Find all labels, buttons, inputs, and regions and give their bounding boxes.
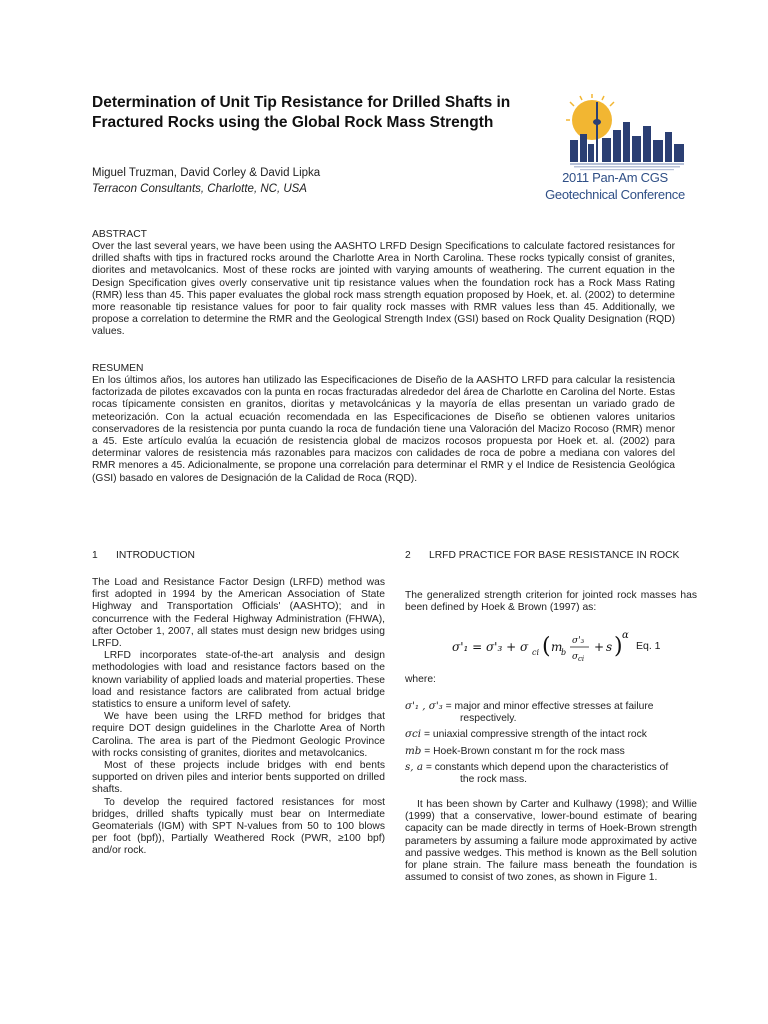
svg-text:ci: ci xyxy=(578,655,585,663)
def-text: = uniaxial compressive strength of the intact rock xyxy=(423,729,647,741)
definition-mb xyxy=(405,745,700,758)
section-2-body xyxy=(405,799,697,884)
svg-text:α: α xyxy=(622,630,629,641)
s1-paragraph: LRFD incorporates state-of-the-art analysis and design methodologies with load and resistance factors based on the known variability of applied loads and material properties. These load and resistance factors are calibrated from actual bridge statistics to ensure a uniform level of safety. xyxy=(92,650,385,711)
logo-text-line2: Geotechnical Conference xyxy=(545,187,685,202)
s1-paragraph: We have been using the LRFD method for bridges that require DOT design guidelines in the Charlotte Area of North Carolina. The area is part of the Piedmont Geologic Province with rocks consisting of granites, diorites and metavolcanics. xyxy=(92,711,385,759)
svg-text:σ'₁ = σ'₃ + σ: σ'₁ = σ'₃ + σ xyxy=(452,640,529,654)
abstract-heading: ABSTRACT xyxy=(92,229,147,240)
def-symbol: σci xyxy=(405,728,422,741)
equation-label: Eq. 1 xyxy=(636,640,661,652)
section-2-title: LRFD PRACTICE FOR BASE RESISTANCE IN ROCK xyxy=(429,550,680,561)
logo-text-line1: 2011 Pan-Am CGS xyxy=(562,170,668,185)
s1-paragraph: Most of these projects include bridges with end bents supported on driven piles and interior bents supported on drilled shafts. xyxy=(92,760,385,796)
definition-sigma-ci xyxy=(405,728,700,741)
s1-paragraph: To develop the required factored resistances for most bridges, drilled shafts typically must bear on Intermediate Geomaterials (IGM) with SPT N-values from 50 to 100 blows per foot (bpf)), Partially Weathered Rock (PWR, ≥100 bpf) and/or rock. xyxy=(92,796,385,857)
definitions-list xyxy=(405,700,700,786)
svg-text:σ: σ xyxy=(572,652,579,662)
section-1-body xyxy=(92,577,385,858)
resumen-heading: RESUMEN xyxy=(92,363,144,374)
section-2-intro-block xyxy=(405,590,697,614)
def-text: = major and minor effective stresses at failure xyxy=(445,701,654,712)
equation-1 xyxy=(452,629,682,667)
section-1-title: INTRODUCTION xyxy=(116,550,195,561)
def-symbol: σ'₁ , σ'₃ xyxy=(405,700,443,712)
affiliation: Terracon Consultants, Charlotte, NC, USA xyxy=(92,183,307,195)
s1-paragraph: The Load and Resistance Factor Design (LRFD) method was first adopted in 1994 by the American Association of State Highway and Transportation Officials' (AASHTO); and in concurrence with the Federal Highway Administration (FHWA), after October 1, 2007, all states must design new bridges using LRFD. xyxy=(92,577,385,650)
svg-text:s: s xyxy=(606,640,613,654)
svg-text:m: m xyxy=(551,640,563,654)
resumen-text: En los últimos años, los autores han utilizado las Especificaciones de Diseño de la AASHTO LRFD para calcular la resistencia factorizada de pilotes excavados con la punta en rocas fracturadas alrededor del área de Charlotte en Carolina del Norte. Estas rocas típicamente consisten en granitos, dioritas y metavolcánicas y la mayoría de ellas presentan un variado grado de meteorización. Con la actual ecuación recomendada en las Especificaciones de Diseño se obtienen valores unitarios conservadores de la resistencia por punta cuando la roca de fundación tiene una Valoración del Macizo Rocoso (RMR) menor a 45. Este artículo evalúa la ecuación de resistencia global de macizos rocosos propuesta por Hoek et. al. (2002) para determinar valores de resistencia más razonables para macizos con calidades de roca de pobre a mediana con valores del RMR menores a 45. Adicionalmente, se propone una correlación para determinar el RMR y el Indice de Resistencia Geológica (GSI) basado en valores de Designación de la Calidad de Roca (RQD). xyxy=(92,375,675,484)
svg-text:ci: ci xyxy=(532,648,540,657)
def-text: = Hoek-Brown constant m for the rock mass xyxy=(424,745,625,757)
definition-stresses xyxy=(405,700,700,725)
def-symbol: s, a xyxy=(405,760,423,773)
s2-where: where: xyxy=(405,674,436,685)
authors: Miguel Truzman, David Corley & David Lipka xyxy=(92,167,321,179)
abstract-text: Over the last several years, we have been using the AASHTO LRFD Design Specifications to calculate factored resistances for drilled shafts with tips in fractured rocks around the Charlotte Area in North Carolina. These rocks typically consist of granites, diorites and metavolcanics. Most of these rocks are jointed with varying amounts of weathering. The current equation in the Design Specification gives overly conservative unit tip resistance values when the foundation rock has a Rock Mass Rating (RMR) less than 45. This paper evaluates the global rock mass strength equation proposed by Hoek, et. al. (2002) to determine more reasonable tip resistance values for poor to fair quality rock masses with RMR values less than 45. Additionally, we propose a correlation to determine the RMR and the Geological Strength Index (GSI) based on Rock Quality Designation (RQD) values. xyxy=(92,241,675,338)
section-1-number: 1 xyxy=(92,550,98,561)
section-1-heading xyxy=(92,549,195,562)
svg-text:): ) xyxy=(614,634,623,659)
section-2-heading xyxy=(405,549,685,562)
svg-text:+: + xyxy=(594,640,605,654)
def-cont: respectively. xyxy=(460,713,517,725)
paper-title: Determination of Unit Tip Resistance for Drilled Shafts in Fractured Rocks using the Global Rock Mass Strength xyxy=(92,94,511,131)
svg-text:b: b xyxy=(561,648,567,657)
s2-paragraph: It has been shown by Carter and Kulhawy (1998); and Willie (1999) that a conservative, lower-bound estimate of bearing capacity can be made directly in terms of Hoek-Brown strength parameters by assuming a failure mode approximated by active and passive wedges. This method is known as the Bell solution for plane strain. The failure mass beneath the foundation is assumed to consist of two zones, as shown in Figure 1. xyxy=(405,799,697,884)
definition-s-a xyxy=(405,761,700,786)
conference-logo xyxy=(530,92,700,207)
skyline-sun-icon xyxy=(530,92,700,172)
s2-intro: The generalized strength criterion for jointed rock masses has been defined by Hoek & Brown (1997) as: xyxy=(405,590,697,614)
def-text: = constants which depend upon the characteristics of xyxy=(425,761,669,773)
svg-text:(: ( xyxy=(542,634,551,659)
section-2-number: 2 xyxy=(405,550,411,561)
svg-text:σ'₃: σ'₃ xyxy=(572,636,585,646)
def-symbol: mb xyxy=(405,744,422,757)
def-cont: the rock mass. xyxy=(460,774,527,786)
